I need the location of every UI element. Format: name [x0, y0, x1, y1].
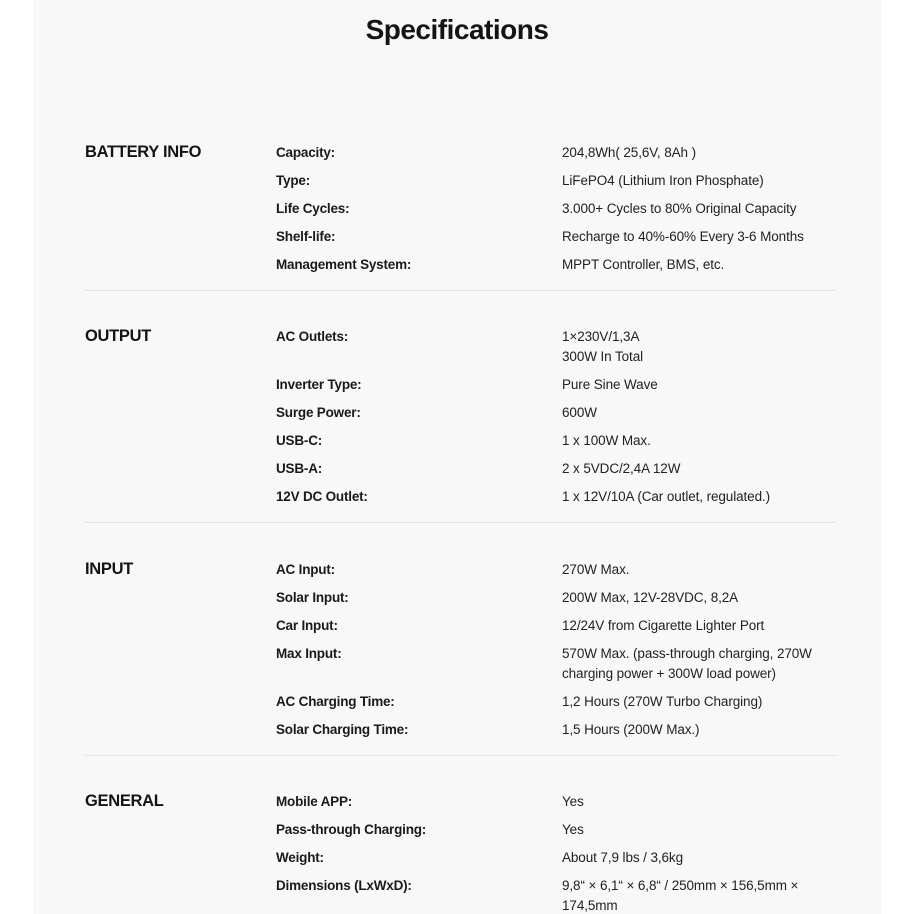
- spec-value: [562, 616, 832, 636]
- spec-value: [562, 720, 832, 740]
- spec-value: [562, 876, 832, 914]
- spec-label: AC Input:: [276, 562, 335, 577]
- spec-row: [276, 848, 836, 868]
- section-divider: [85, 290, 836, 291]
- spec-row: [276, 588, 836, 608]
- section-title: GENERAL: [85, 792, 164, 810]
- spec-row: [276, 644, 836, 684]
- spec-value-line: Recharge to 40%-60% Every 3-6 Months: [562, 229, 804, 244]
- spec-value-line: 600W: [562, 405, 597, 420]
- spec-rows: [276, 143, 836, 283]
- spec-value: [562, 199, 832, 219]
- spec-row: [276, 616, 836, 636]
- spec-value-line: 200W Max, 12V-28VDC, 8,2A: [562, 590, 739, 605]
- spec-value-line: 9,8“ × 6,1“ × 6,8“ / 250mm × 156,5mm × 174,5mm: [562, 878, 799, 913]
- section-divider: [85, 755, 836, 756]
- spec-value-line: 1×230V/1,3A: [562, 329, 640, 344]
- spec-value-line: 1,2 Hours (270W Turbo Charging): [562, 694, 763, 709]
- spec-row: [276, 820, 836, 840]
- spec-value-line: 300W In Total: [562, 349, 643, 364]
- spec-value-line: 270W Max.: [562, 562, 630, 577]
- spec-value: [562, 431, 832, 451]
- spec-label: Capacity:: [276, 145, 335, 160]
- spec-value: [562, 143, 832, 163]
- spec-row: [276, 487, 836, 507]
- spec-label: Solar Input:: [276, 590, 349, 605]
- spec-value: [562, 375, 832, 395]
- spec-label: Solar Charging Time:: [276, 722, 409, 737]
- spec-rows: [276, 792, 836, 914]
- spec-value: [562, 644, 832, 684]
- section-title: INPUT: [85, 560, 134, 578]
- spec-value-line: 1 x 100W Max.: [562, 433, 651, 448]
- spec-row: [276, 171, 836, 191]
- spec-value-line: 1 x 12V/10A (Car outlet, regulated.): [562, 489, 771, 504]
- spec-value-line: 204,8Wh( 25,6V, 8Ah ): [562, 145, 696, 160]
- spec-row: [276, 720, 836, 740]
- spec-value-line: About 7,9 lbs / 3,6kg: [562, 850, 683, 865]
- spec-label: Surge Power:: [276, 405, 361, 420]
- spec-value: [562, 327, 832, 367]
- spec-value-line: 3.000+ Cycles to 80% Original Capacity: [562, 201, 797, 216]
- spec-row: [276, 560, 836, 580]
- spec-value-line: LiFePO4 (Lithium Iron Phosphate): [562, 173, 764, 188]
- spec-label: USB-C:: [276, 433, 323, 448]
- spec-value: [562, 588, 832, 608]
- spec-label: Type:: [276, 173, 311, 188]
- spec-value-line: Yes: [562, 822, 584, 837]
- spec-label: Mobile APP:: [276, 794, 353, 809]
- spec-value: [562, 459, 832, 479]
- spec-row: [276, 227, 836, 247]
- spec-row: [276, 199, 836, 219]
- spec-rows: [276, 327, 836, 515]
- spec-row: [276, 459, 836, 479]
- spec-value-line: Pure Sine Wave: [562, 377, 658, 392]
- spec-label: Weight:: [276, 850, 324, 865]
- section-title: OUTPUT: [85, 327, 152, 345]
- spec-label: Management System:: [276, 257, 412, 272]
- spec-value-line: 570W Max. (pass-through charging, 270W charging power + 300W load power): [562, 646, 812, 681]
- spec-label: Life Cycles:: [276, 201, 350, 216]
- spec-label: AC Charging Time:: [276, 694, 395, 709]
- spec-row: [276, 403, 836, 423]
- spec-label: USB-A:: [276, 461, 323, 476]
- spec-value-line: 1,5 Hours (200W Max.): [562, 722, 700, 737]
- spec-value-line: 12/24V from Cigarette Lighter Port: [562, 618, 765, 633]
- spec-value: [562, 792, 832, 812]
- spec-value: [562, 227, 832, 247]
- spec-rows: [276, 560, 836, 748]
- spec-value-line: Yes: [562, 794, 584, 809]
- spec-value-line: 2 x 5VDC/2,4A 12W: [562, 461, 681, 476]
- spec-row: [276, 431, 836, 451]
- spec-label: 12V DC Outlet:: [276, 489, 368, 504]
- spec-value: [562, 692, 832, 712]
- spec-row: [276, 792, 836, 812]
- spec-value: [562, 487, 832, 507]
- spec-value: [562, 848, 832, 868]
- section-title: BATTERY INFO: [85, 143, 202, 161]
- spec-value: [562, 255, 832, 275]
- spec-label: Shelf-life:: [276, 229, 336, 244]
- specifications-panel: [33, 0, 881, 914]
- spec-label: Dimensions (LxWxD):: [276, 878, 412, 893]
- spec-label: Car Input:: [276, 618, 338, 633]
- spec-row: [276, 255, 836, 275]
- spec-value: [562, 403, 832, 423]
- spec-value-line: MPPT Controller, BMS, etc.: [562, 257, 725, 272]
- section-divider: [85, 522, 836, 523]
- spec-value: [562, 560, 832, 580]
- spec-label: Max Input:: [276, 646, 342, 661]
- spec-row: [276, 375, 836, 395]
- spec-row: [276, 876, 836, 914]
- spec-label: AC Outlets:: [276, 329, 349, 344]
- spec-value: [562, 171, 832, 191]
- page-title: Specifications: [365, 14, 549, 45]
- spec-value: [562, 820, 832, 840]
- spec-label: Pass-through Charging:: [276, 822, 427, 837]
- spec-row: [276, 143, 836, 163]
- spec-label: Inverter Type:: [276, 377, 362, 392]
- spec-row: [276, 327, 836, 367]
- spec-row: [276, 692, 836, 712]
